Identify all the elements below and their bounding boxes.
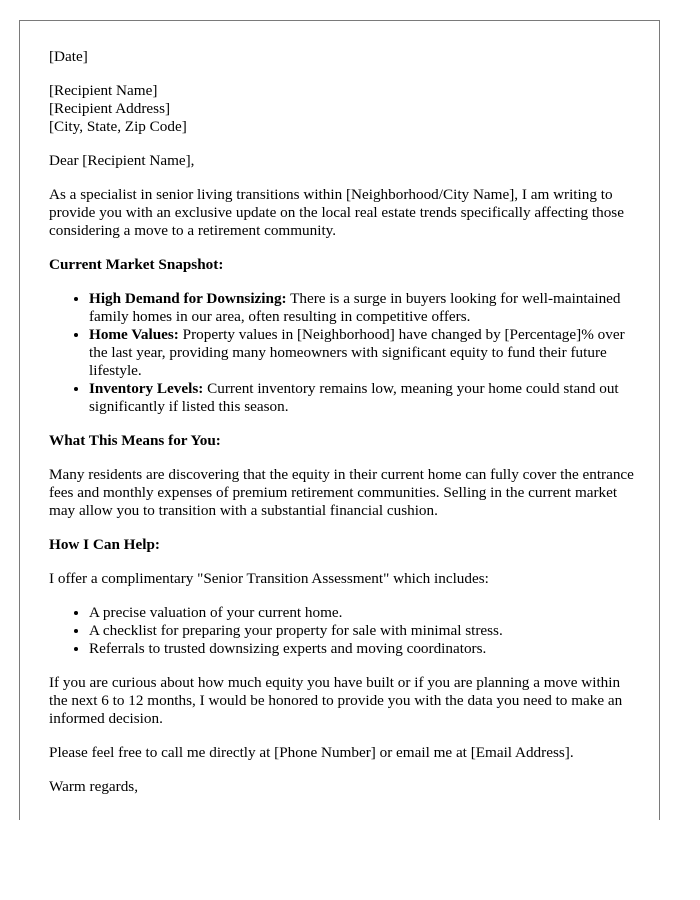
snapshot-item [89,326,639,380]
help-item: • Referrals to trusted downsizing experts and moving coordinators. [89,640,639,658]
letter-date: [Date] [49,48,88,65]
meaning-paragraph: Many residents are discovering that the equity in their current home can fully cover the entrance fees and monthly expenses of premium retirement communities. Selling in the current market may allow you to transition with a substantial financial cushion. [49,466,634,519]
snapshot-item [89,380,639,416]
help-list [49,604,639,658]
snapshot-heading: Current Market Snapshot: [49,256,224,273]
snapshot-list [49,290,639,416]
letter-content [49,48,639,812]
recipient-block [49,82,639,136]
meaning-heading: What This Means for You: [49,432,221,449]
closing-paragraph: If you are curious about how much equity you have built or if you are planning a move within the next 6 to 12 months, I would be honored to provide you with the data you need to make an informed decision. [49,674,623,727]
letter-page [19,20,660,820]
snapshot-item-label: High Demand for Downsizing: [89,290,287,307]
help-heading: How I Can Help: [49,536,160,553]
snapshot-item-text: Current inventory remains low, meaning your home could stand out significantly if listed this season. [89,380,619,415]
snapshot-item [89,290,639,326]
snapshot-item-text: There is a surge in buyers looking for well-maintained family homes in our area, often resulting in competitive offers. [89,290,621,325]
help-item: • A precise valuation of your current home. [89,604,639,622]
contact-paragraph: Please feel free to call me directly at [Phone Number] or email me at [Email Address]. [49,744,574,761]
salutation: Dear [Recipient Name], [49,152,195,169]
intro-paragraph: As a specialist in senior living transitions within [Neighborhood/City Name], I am writing to provide you with an exclusive update on the local real estate trends specifically affecting those considering a move to a retirement community. [49,186,624,239]
snapshot-item-text: Property values in [Neighborhood] have changed by [Percentage]% over the last year, providing many homeowners with significant equity to fund their future lifestyle. [89,326,625,379]
help-intro: I offer a complimentary "Senior Transition Assessment" which includes: [49,570,489,587]
recipient-name: [Recipient Name] [49,82,158,99]
snapshot-item-label: Inventory Levels: [89,380,204,397]
snapshot-item-label: Home Values: [89,326,179,343]
help-item: • A checklist for preparing your property for sale with minimal stress. [89,622,639,640]
recipient-address: [Recipient Address] [49,100,171,117]
signoff: Warm regards, [49,778,139,795]
recipient-city-state-zip: [City, State, Zip Code] [49,118,187,135]
